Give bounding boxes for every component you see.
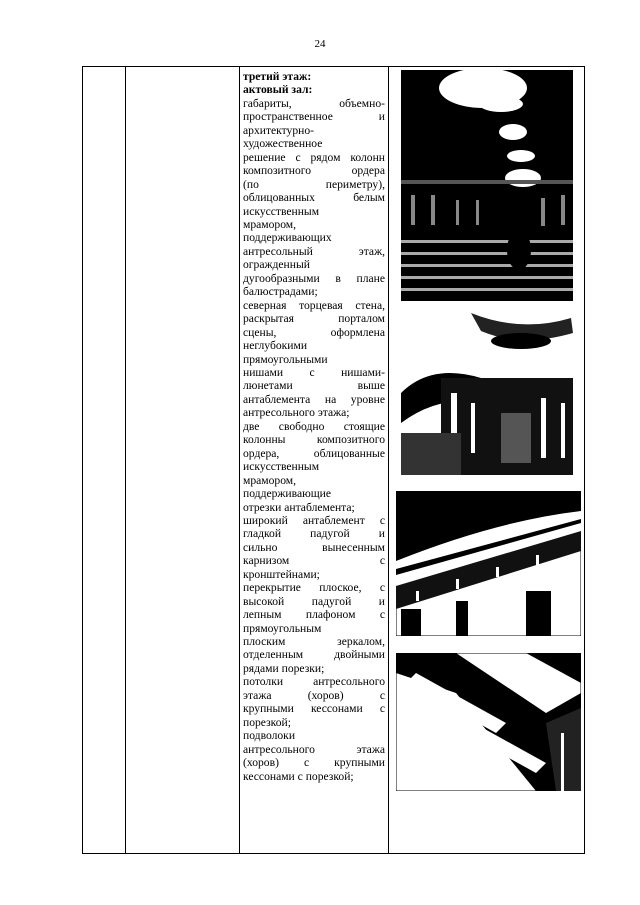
description-cell (243, 70, 385, 783)
text-word: уровне (350, 392, 385, 406)
text-word: двойными (334, 648, 385, 662)
text-word: на (324, 392, 337, 406)
text-word: падугой (311, 594, 352, 608)
text-line (243, 675, 385, 688)
text-word: торцевая (299, 298, 343, 312)
text-line: балюстрадами; (243, 285, 318, 299)
text-line: рядами порезки; (243, 661, 325, 675)
text-word: решение (243, 150, 286, 164)
text-word: отделенным (243, 648, 304, 662)
text-line (243, 756, 385, 769)
text-word: перекрытие (243, 581, 301, 595)
text-word: белым (353, 191, 385, 205)
text-word: ордера (351, 164, 385, 178)
text-word: антресольного (313, 675, 385, 689)
text-word: лепным (243, 608, 282, 622)
text-line: прямоугольными (243, 352, 328, 366)
text-line (243, 702, 385, 715)
text-word: этажа (243, 688, 272, 702)
text-word: крупными (243, 702, 294, 716)
text-line: кессонами с порезкой; (243, 769, 354, 783)
text-word: ордера, (243, 446, 280, 460)
text-word: с (379, 554, 385, 568)
text-word: свободно (278, 419, 325, 433)
text-line (243, 299, 385, 312)
text-word: оформлена (330, 325, 385, 339)
text-word: колонны (243, 433, 286, 447)
text-word: объемно- (339, 96, 385, 110)
text-word: гладкой (243, 527, 282, 541)
text-word: высокой (243, 594, 285, 608)
text-line: антресольного этажа; (243, 406, 350, 420)
text-line (243, 648, 385, 661)
text-word: (хоров) (307, 688, 344, 702)
text-line (243, 379, 385, 392)
text-word: люнетами (243, 379, 293, 393)
text-word: облицованных (243, 191, 315, 205)
text-word: плоским (243, 635, 286, 649)
text-line: искусственным (243, 460, 320, 474)
text-word: антаблемента (243, 392, 311, 406)
text-word: (по (243, 177, 259, 191)
text-word: антресольный (243, 244, 313, 258)
text-word: сильно (243, 540, 278, 554)
text-word: дугообразными (243, 271, 320, 285)
text-word: этажа (356, 742, 385, 756)
text-line (243, 554, 385, 567)
column-divider (125, 67, 126, 853)
text-word: потолки (243, 675, 284, 689)
text-word: с (379, 513, 385, 527)
document-table (82, 66, 585, 854)
text-line (243, 433, 385, 446)
text-word: с (379, 702, 385, 716)
text-line (243, 326, 385, 339)
text-word: крупными (334, 756, 385, 770)
text-line (243, 245, 385, 258)
text-word: антаблемент (302, 513, 365, 527)
text-word: карнизом (243, 554, 290, 568)
column-divider (388, 67, 389, 853)
text-line: поддерживающие (243, 487, 332, 501)
page-number: 24 (314, 38, 326, 50)
text-line: третий этаж: (243, 70, 312, 83)
text-word: порталом (338, 312, 385, 326)
text-line (243, 191, 385, 204)
text-word: и (378, 594, 385, 608)
text-word: стена, (355, 298, 385, 312)
text-line: актовый зал: (243, 83, 313, 97)
text-line (243, 527, 385, 540)
text-line (243, 689, 385, 702)
text-word: (хоров) (243, 756, 279, 770)
text-line: поддерживающих (243, 231, 332, 245)
text-line (243, 595, 385, 608)
text-line (243, 151, 385, 164)
text-word: этаж, (358, 244, 385, 258)
text-word: композитного (316, 433, 385, 447)
text-word: с (379, 608, 385, 622)
text-word: рядом (310, 150, 341, 164)
text-word: с (309, 365, 315, 379)
text-word: в (335, 271, 341, 285)
text-word: зеркалом, (337, 635, 385, 649)
text-word: плоское, (319, 581, 362, 595)
text-word: падугой (310, 527, 350, 541)
text-line (243, 272, 385, 285)
text-line (243, 447, 385, 460)
photo-stage-portal (401, 313, 573, 475)
text-word: нишами (243, 365, 284, 379)
text-line: архитектурно- (243, 123, 315, 137)
photo-hall-chandeliers (401, 70, 573, 301)
photo-entablature (396, 491, 581, 636)
text-word: габариты, (243, 96, 292, 110)
text-line (243, 420, 385, 433)
text-word: пространственное (243, 110, 333, 124)
text-word: кессонами (310, 702, 363, 716)
text-word: антресольного (243, 742, 315, 756)
text-line (243, 541, 385, 554)
text-line (243, 514, 385, 527)
text-line (243, 393, 385, 406)
text-word: широкий (243, 513, 288, 527)
text-word: с (295, 150, 301, 164)
text-word: две (243, 419, 260, 433)
text-word: облицованные (313, 446, 385, 460)
text-word: плафоном (305, 608, 356, 622)
text-word: нишами- (341, 365, 385, 379)
text-line: мрамором, (243, 473, 297, 487)
text-line: неглубокими (243, 339, 308, 353)
text-word: выше (357, 379, 385, 393)
text-line (243, 366, 385, 379)
text-line: художественное (243, 137, 323, 151)
text-line: мрамором, (243, 217, 297, 231)
text-line: прямоугольным (243, 621, 322, 635)
text-line (243, 743, 385, 756)
text-word: колонн (350, 150, 385, 164)
text-line: кронштейнами; (243, 567, 320, 581)
text-word: раскрытая (243, 312, 294, 326)
text-line: отрезки антаблемента; (243, 500, 355, 514)
text-line (243, 164, 385, 177)
text-line (243, 178, 385, 191)
text-word: сцены, (243, 325, 277, 339)
column-divider (239, 67, 240, 853)
text-word: с (303, 756, 310, 770)
text-line (243, 97, 385, 110)
text-line (243, 581, 385, 594)
text-word: вынесенным (322, 540, 385, 554)
text-line: огражденный (243, 258, 310, 272)
text-line (243, 635, 385, 648)
text-word: с (379, 581, 385, 595)
text-word: плане (356, 271, 385, 285)
text-word: и (378, 527, 385, 541)
text-word: с (379, 688, 385, 702)
text-line: подволоки (243, 729, 296, 743)
text-word: стоящие (343, 419, 385, 433)
text-line (243, 608, 385, 621)
text-line (243, 312, 385, 325)
text-line: искусственным (243, 204, 320, 218)
text-word: северная (243, 298, 287, 312)
text-word: периметру), (325, 177, 385, 191)
text-line: порезкой; (243, 715, 291, 729)
photo-ceiling-coffers (396, 653, 581, 791)
text-word: композитного (243, 164, 312, 178)
text-line (243, 110, 385, 123)
text-word: и (378, 110, 385, 124)
